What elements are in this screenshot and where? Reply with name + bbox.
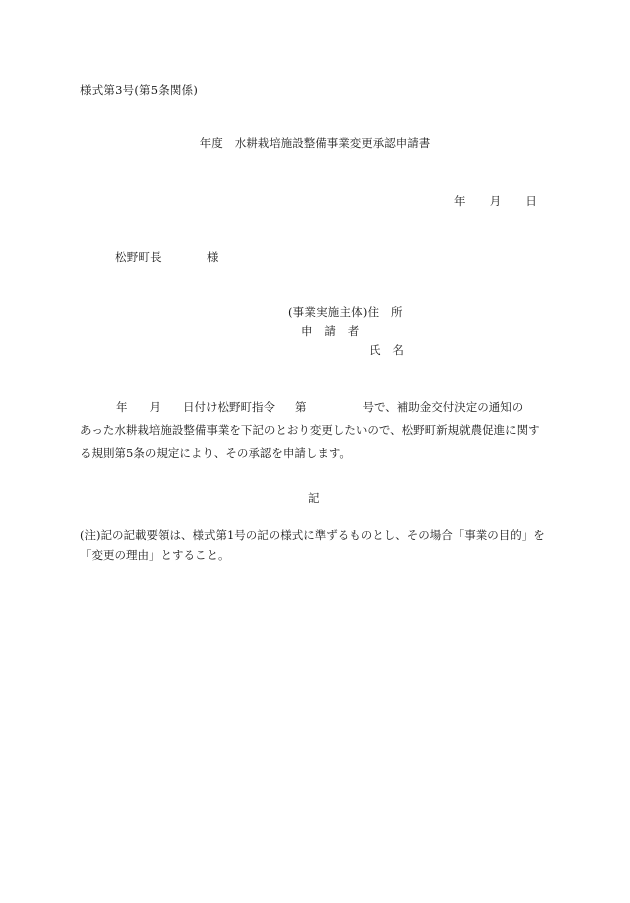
body-day-ref: 日付け松野町指令 [183,400,275,414]
date-year: 年 [454,194,466,208]
date-line [454,194,537,208]
form-number: 様式第3号(第5条関係) [80,83,199,97]
form-title [0,136,630,150]
addressee-line [115,250,219,264]
body-year: 年 [116,400,128,414]
date-month: 月 [489,194,502,208]
body-line1-rest: 号で、補助金交付決定の通知の [362,400,524,414]
applicant-address-label: 住 所 [367,305,403,319]
applicant-name-label: 氏 名 [369,343,405,357]
body-number-prefix: 第 [295,400,307,414]
paragraph-line-1 [80,396,550,419]
body-month: 月 [149,400,161,414]
note-block [80,525,550,565]
addressee-honorific: 様 [206,250,219,264]
applicant-entity-label: (事業実施主体) [288,305,368,319]
addressee-name: 松野町長 [115,250,162,264]
date-day: 日 [525,194,538,208]
request-paragraph [80,396,550,465]
paragraph-line-3: る規則第5条の規定により、その承認を申請します。 [80,446,351,460]
note-line-1: (注)記の記載要領は、様式第1号の記の様式に準ずるものとし、その場合「事業の目的」を [80,528,545,542]
paragraph-line-2: あった水耕栽培施設整備事業を下記のとおり変更したいので、松野町新規就農促進に関す [80,423,540,437]
applicant-label: 申 請 者 [301,324,360,338]
note-line-2: 「変更の理由」とすること。 [80,548,230,562]
applicant-address-line [288,305,403,319]
title-text: 水耕栽培施設整備事業変更承認申請書 [234,136,431,150]
title-year-prefix: 年度 [199,136,223,150]
record-heading: 記 [308,491,320,505]
